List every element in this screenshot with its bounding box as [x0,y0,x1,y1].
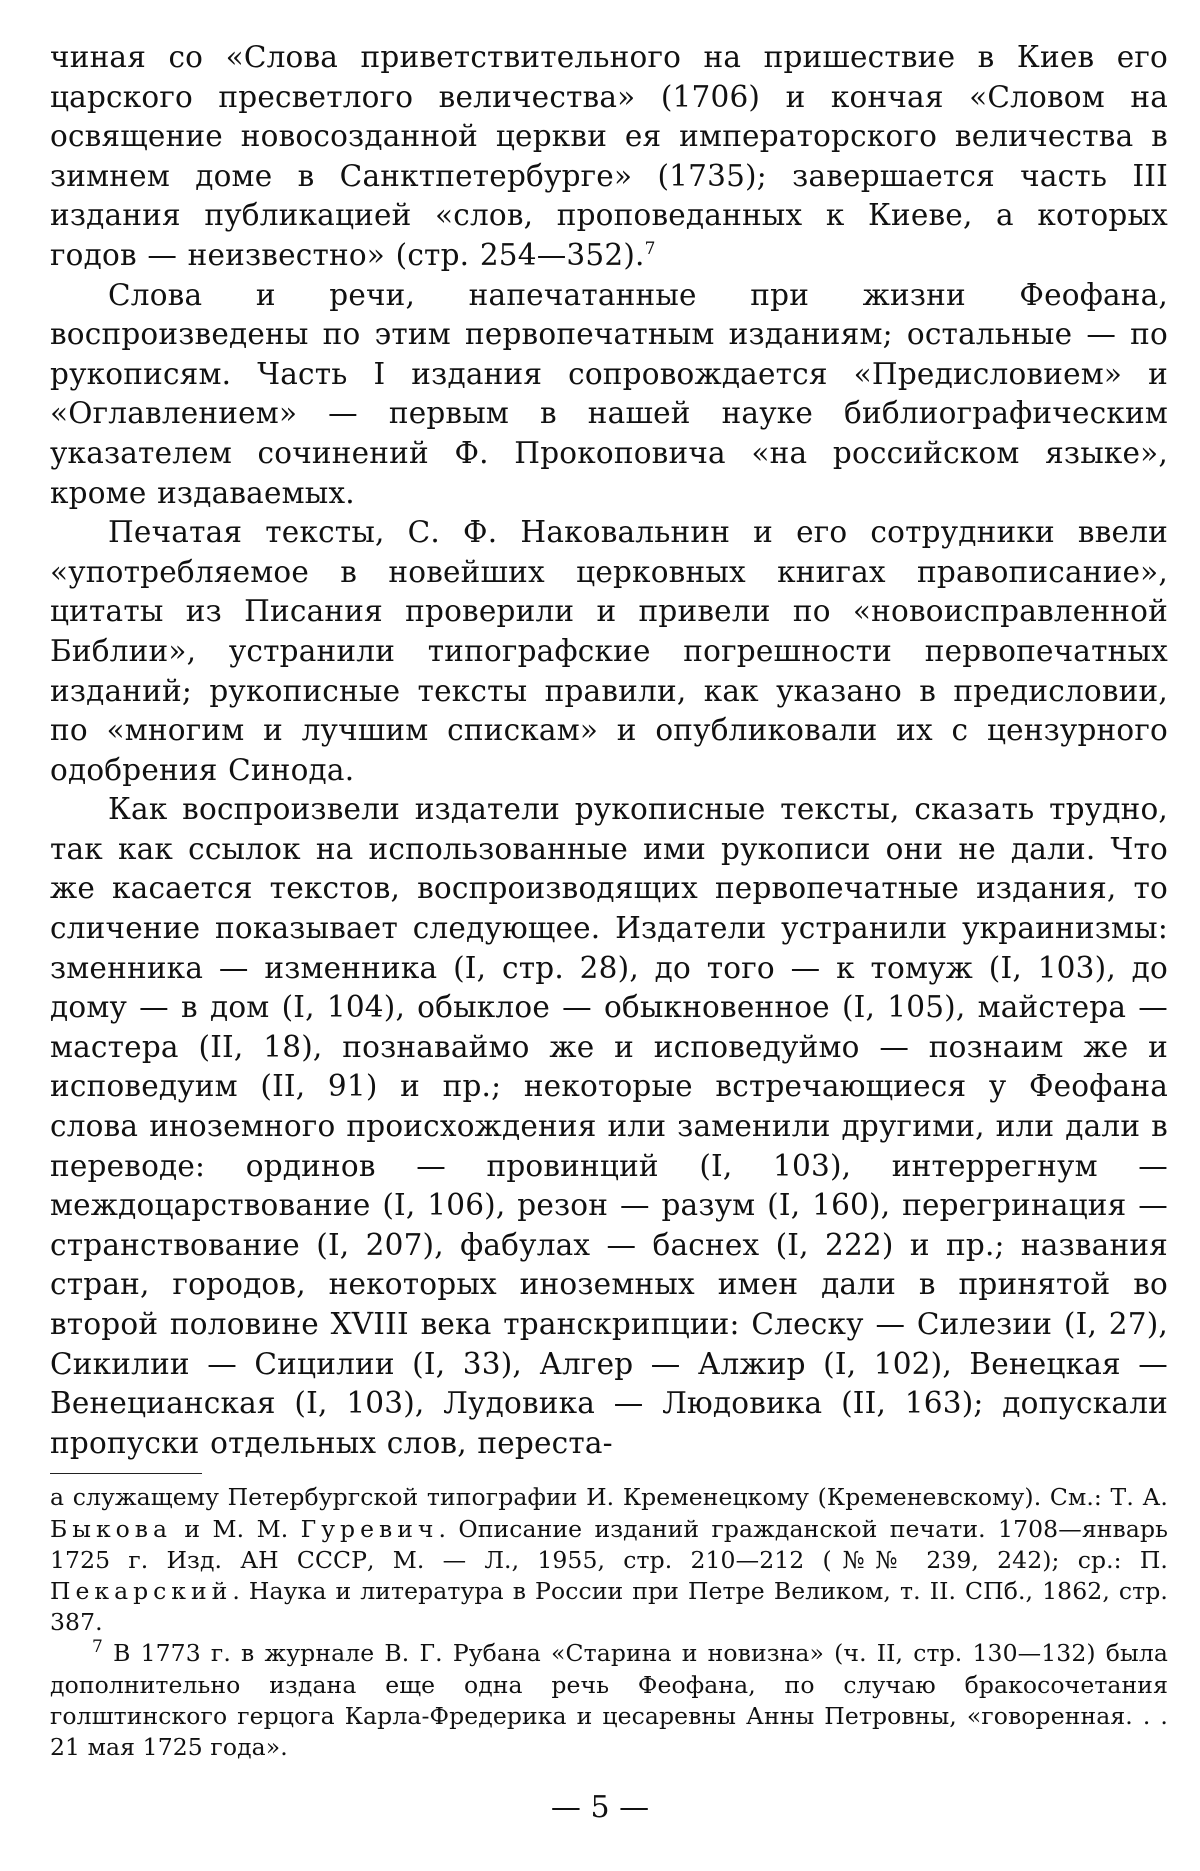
footnote-7-text: В 1773 г. в журнале В. Г. Рубана «Старина и новизна» (ч. II, стр. 130—132) была дополнительно издана еще одна речь Феофана, по случаю бракосочетания голштинского герцога Карла-Фредерика и цесаревны Анны Петровны, «говоренная. . . 21 мая 1725 года». [50,1639,1168,1761]
paragraph-3 [50,513,1168,790]
paragraph-1 [50,38,1168,276]
paragraph-2-text: Слова и речи, напечатанные при жизни Феофана, воспроизведены по этим первопечатным изданиям; остальные — по рукописям. Часть I издания сопровождается «Предисловием» и «Оглавлением» — первым в нашей науке библиографическим указателем сочинений Ф. Прокоповича «на российском языке», кроме издаваемых. [50,277,1168,510]
footnote-author: Пекарский [50,1576,233,1605]
paragraph-3-text: Печатая тексты, С. Ф. Наковальнин и его сотрудники ввели «употребляемое в новейших церковных книгах правописание», цитаты из Писания проверили и привели по «новоисправленной Библии», устранили типографские погрешности первопечатных изданий; рукописные тексты правили, как указано в предисловии, по «многим и лучшим спискам» и опубликовали их с цензурного одобрения Синода. [50,515,1168,787]
paragraph-4 [50,790,1168,1463]
footnote-text: и М. М. [172,1514,301,1543]
footnote-ref-7: 7 [644,239,656,260]
footnote-text: . Описание изданий гражданской печати. 1708—январь 1725 г. Изд. АН СССР, М. — Л., 1955, стр. 210—212 (№№ 239, 242); ср.: П. [50,1514,1168,1574]
paragraph-4-text: Как воспроизвели издатели рукописные тексты, сказать трудно, так как ссылок на использованные ими рукописи они не дали. Что же касается текстов, воспроизводящих первопечатные издания, то сличение показывает следующее. Издатели устранили украинизмы: зменника — изменника (I, стр. 28), до того — к томуж (I, 103), до дому — в дом (I, 104), обыклое — обыкновенное (I, 105), майстера — мастера (II, 18), познаваймо же и исповедуймо — познаим же и исповедуим (II, 91) и пр.; некоторые встречающиеся у Феофана слова иноземного происхождения или заменили другими, или дали в переводе: ординов — провинций (I, 103), интеррегнум — междоцарствование (I, 106), резон — разум (I, 160), перегринация — странствование (I, 207), фабулах — баснех (I, 222) и пр.; названия стран, городов, некоторых иноземных имен дали в принятой во второй половине XVIII века транскрипции: Слеску — Силезии (I, 27), Сикилии — Сицилии (I, 33), Алгер — Алжир (I, 102), Венецкая — Венецианская (I, 103), Лудовика — Людовика (II, 163); допускали пропуски отдельных слов, переста- [50,792,1168,1460]
page-number: — 5 — [550,1790,650,1825]
footnote-text: а служащему Петербургской типографии И. Кременецкому (Кременевскому). См.: Т. А. [50,1483,1168,1512]
footnote-author: Гуревич [300,1514,439,1543]
footnote-continued [50,1482,1168,1638]
footnote-7 [50,1638,1168,1763]
page-text-block [50,38,1168,1763]
paragraph-2 [50,276,1168,514]
footnote-mark-7: 7 [92,1637,103,1658]
footnote-text: . Наука и литература в России при Петре Великом, т. II. СПб., 1862, стр. 387. [50,1576,1168,1637]
paragraph-1-text: чиная со «Слова приветствительного на пришествие в Киев его царского пресветлого величества» (1706) и кончая «Словом на освящение новосозданной церкви ея императорского величества в зимнем доме в Санктпетербурге» (1735); завершается часть III издания публикацией «слов, проповеданных к Киеве, а которых годов — неизвестно» (стр. 254—352). [50,40,1168,272]
footnote-divider [50,1473,202,1474]
footnote-author: Быкова [50,1514,173,1543]
